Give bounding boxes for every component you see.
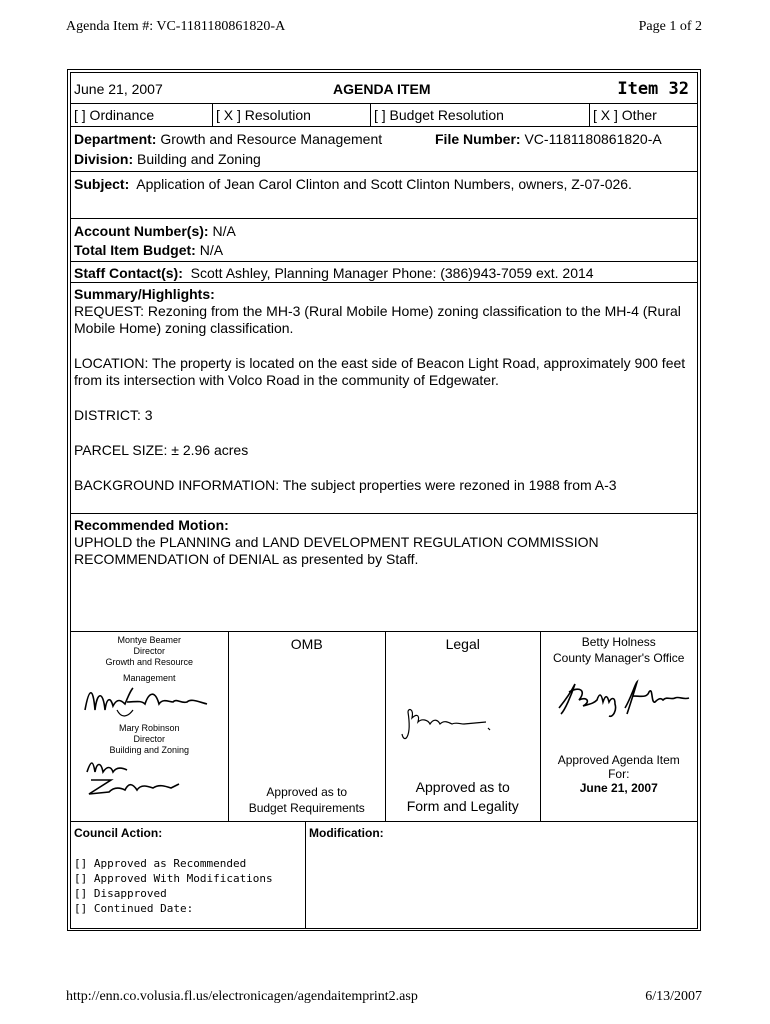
agenda-date: June 21, 2007 bbox=[74, 81, 163, 97]
total-budget-value: N/A bbox=[199, 242, 224, 258]
modification-label: Modification: bbox=[309, 826, 384, 840]
legal-signature-image bbox=[394, 704, 494, 744]
header-agenda-ref: Agenda Item #: VC-1181180861820-A bbox=[66, 19, 286, 34]
agenda-heading: AGENDA ITEM bbox=[333, 81, 431, 97]
total-budget-label: Total Item Budget: bbox=[74, 242, 196, 258]
staff-contact-value: Scott Ashley, Planning Manager Phone: (386)943-7059 ext. 2014 bbox=[190, 265, 594, 281]
summary-location: LOCATION: The property is located on the east side of Beacon Light Road, approximately 900 feet from its intersection with Volco Road in the community of Edgewater. bbox=[74, 355, 686, 388]
robinson-signature-image bbox=[81, 758, 191, 798]
council-action-row bbox=[71, 822, 697, 928]
signer1-name: Montye Beamer bbox=[117, 635, 182, 645]
file-number-value: VC-1181180861820-A bbox=[524, 131, 662, 147]
title-row bbox=[71, 73, 697, 104]
item-number: Item 32 bbox=[617, 79, 689, 99]
signer1-dept-cont: Management bbox=[122, 673, 176, 683]
holness-signature-image bbox=[553, 678, 693, 720]
summary-label: Summary/Highlights: bbox=[74, 286, 215, 302]
recommended-motion-value: UPHOLD the PLANNING and LAND DEVELOPMENT REGULATION COMMISSION RECOMMENDATION of DENIAL as presented by Staff. bbox=[74, 534, 599, 567]
modification-cell bbox=[306, 822, 697, 928]
staff-contact-label: Staff Contact(s): bbox=[74, 265, 183, 281]
account-numbers-label: Account Number(s): bbox=[74, 223, 209, 239]
summary-district: DISTRICT: 3 bbox=[74, 407, 153, 423]
type-resolution[interactable]: [ X ] Resolution bbox=[213, 104, 371, 126]
recommended-motion-label: Recommended Motion: bbox=[74, 517, 229, 533]
council-action-cell bbox=[71, 822, 306, 928]
manager-approved-line2: For: bbox=[608, 767, 630, 781]
beamer-signature-image bbox=[81, 680, 216, 720]
account-row bbox=[71, 219, 697, 262]
department-signoff bbox=[71, 632, 229, 821]
department-value: Growth and Resource Management bbox=[160, 131, 383, 147]
legal-signoff bbox=[386, 632, 541, 821]
signer2-dept: Building and Zoning bbox=[109, 745, 190, 755]
omb-approval-line1: Approved as to bbox=[266, 785, 348, 799]
subject-label: Subject: bbox=[74, 176, 130, 192]
account-numbers-value: N/A bbox=[212, 223, 236, 239]
footer-date: 6/13/2007 bbox=[645, 989, 702, 1004]
staff-contact-row bbox=[71, 262, 697, 283]
division-label: Division: bbox=[74, 151, 134, 167]
council-option-approved[interactable]: [] Approved as Recommended bbox=[74, 857, 247, 870]
summary-background: BACKGROUND INFORMATION: The subject properties were rezoned in 1988 from A-3 bbox=[74, 477, 617, 493]
signer2-name: Mary Robinson bbox=[118, 723, 180, 733]
legal-heading: Legal bbox=[445, 636, 480, 652]
council-action-label: Council Action: bbox=[74, 826, 163, 840]
subject-value: Application of Jean Carol Clinton and Scott Clinton Numbers, owners, Z-07-026. bbox=[136, 176, 632, 192]
manager-name: Betty Holness bbox=[581, 635, 656, 649]
signoff-row bbox=[71, 632, 697, 822]
manager-office: County Manager's Office bbox=[553, 651, 685, 665]
type-budget-resolution[interactable]: [ ] Budget Resolution bbox=[371, 104, 590, 126]
department-row bbox=[71, 127, 697, 172]
manager-approved-date: June 21, 2007 bbox=[579, 781, 658, 795]
recommended-motion-row bbox=[71, 514, 697, 632]
council-option-disapproved[interactable]: [] Disapproved bbox=[74, 887, 167, 900]
file-number-label: File Number: bbox=[435, 131, 521, 147]
item-type-row bbox=[71, 104, 697, 127]
summary-parcel-size: PARCEL SIZE: ± 2.96 acres bbox=[74, 442, 249, 458]
omb-signoff bbox=[229, 632, 387, 821]
agenda-form bbox=[70, 72, 698, 929]
header-page-number: Page 1 of 2 bbox=[638, 19, 702, 34]
type-ordinance[interactable]: [ ] Ordinance bbox=[71, 104, 213, 126]
signer1-title: Director bbox=[133, 646, 165, 656]
subject-row bbox=[71, 172, 697, 219]
division-value: Building and Zoning bbox=[137, 151, 261, 167]
summary-request: REQUEST: Rezoning from the MH-3 (Rural Mobile Home) zoning classification to the MH-4 (Rural Mobile Home) zoning classification. bbox=[74, 303, 681, 336]
legal-approval-line2: Form and Legality bbox=[406, 798, 519, 814]
signer1-dept: Growth and Resource bbox=[105, 657, 194, 667]
footer-url: http://enn.co.volusia.fl.us/electronicagen/agendaitemprint2.asp bbox=[66, 989, 418, 1004]
omb-approval-line2: Budget Requirements bbox=[248, 801, 365, 815]
signer2-title: Director bbox=[133, 734, 165, 744]
summary-row bbox=[71, 283, 697, 514]
manager-signoff bbox=[541, 632, 698, 821]
omb-heading: OMB bbox=[290, 636, 323, 652]
council-option-continued[interactable]: [] Continued Date: bbox=[74, 902, 194, 915]
department-label: Department: bbox=[74, 131, 157, 147]
legal-approval-line1: Approved as to bbox=[415, 779, 510, 795]
council-option-modified[interactable]: [] Approved With Modifications bbox=[74, 872, 273, 885]
manager-approved-line1: Approved Agenda Item bbox=[557, 753, 680, 767]
type-other[interactable]: [ X ] Other bbox=[593, 107, 657, 123]
